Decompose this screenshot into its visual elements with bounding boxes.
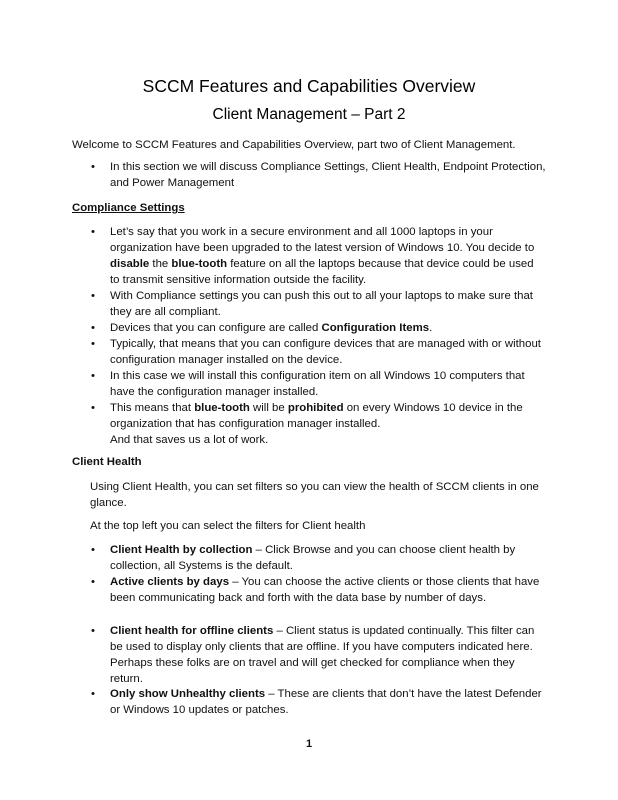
offline-bullet-list — [90, 623, 546, 687]
list-item: • Typically, that means that you can configure devices that are managed with or without configuration manager installed on the device. — [90, 336, 546, 368]
unhealthy-bullet-list — [90, 686, 546, 718]
list-item: • This means that blue-tooth will be prohibited on every Windows 10 device in the organization that has configuration manager installed. And that saves us a lot of work. — [90, 400, 546, 448]
list-item: • In this case we will install this configuration item on all Windows 10 computers that have the configuration manager installed. — [90, 368, 546, 400]
list-item: • With Compliance settings you can push this out to all your laptops to make sure that they are all compliant. — [90, 288, 546, 320]
filters-bullet-list — [90, 542, 546, 606]
list-item: • Client Health by collection – Click Browse and you can choose client health by collection, all Systems is the default. — [90, 542, 546, 574]
list-item: • Devices that you can configure are called Configuration Items. — [90, 320, 546, 336]
list-item: • Client health for offline clients – Client status is updated continually. This filter can be used to display only clients that are offline. If you have computers indicated here. Perhaps these folks are on travel and will get checked for compliance when they return. — [90, 623, 546, 687]
compliance-heading: Compliance Settings — [72, 202, 185, 214]
compliance-bullet-list — [90, 224, 546, 448]
list-item: • Active clients by days – You can choose the active clients or those clients that have been communicating back and forth with the data base by number of days. — [90, 574, 546, 606]
intro-bullet-list — [90, 159, 546, 191]
page-number: 1 — [305, 738, 313, 750]
filters-paragraph: At the top left you can select the filters for Client health — [90, 520, 366, 532]
list-item: • In this section we will discuss Compliance Settings, Client Health, Endpoint Protection, and Power Management — [90, 159, 546, 191]
page-subtitle: Client Management – Part 2 — [212, 106, 406, 123]
client-health-paragraph: Using Client Health, you can set filters so you can view the health of SCCM clients in one glance. — [90, 481, 539, 509]
list-item: • Let’s say that you work in a secure environment and all 1000 laptops in your organization have been upgraded to the latest version of Windows 10. You decide to disable the blue-tooth feature on all the laptops because that device could be used to transmit sensitive information outside the facility. — [90, 224, 546, 288]
page-title: SCCM Features and Capabilities Overview — [142, 76, 476, 96]
list-item: • Only show Unhealthy clients – These are clients that don’t have the latest Defender or Windows 10 updates or patches. — [90, 686, 546, 718]
intro-paragraph: Welcome to SCCM Features and Capabilities Overview, part two of Client Management. — [72, 139, 516, 151]
client-health-heading: Client Health — [72, 456, 142, 468]
